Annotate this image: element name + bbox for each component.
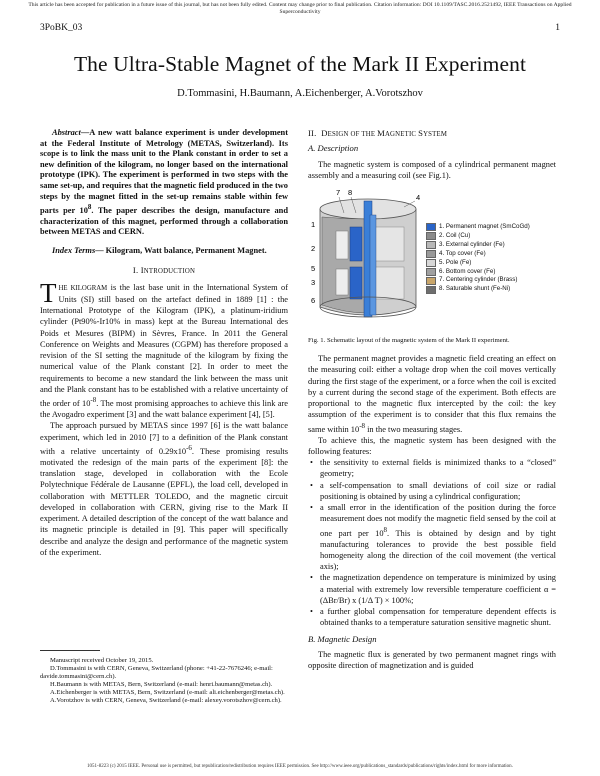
- description-paragraph: The magnetic system is composed of a cylindrical permanent magnet assembly and a measuring coil (see Fig.1).: [308, 159, 556, 180]
- left-column: [40, 128, 288, 558]
- intro-paragraph-1: [40, 277, 288, 421]
- intro-p1-exp: -8: [90, 396, 97, 405]
- abstract-text: —A new watt balance experiment is under development at the Federal Institute of Metrology (METAS, Switzerland). Its scope is to link the mass unit to the Plank constant in order to set a new definition of the kilogram, no longer based on the international prototype (IPK). The experiment is performed in two steps with the same set-up, and requires that the magnetic field produced in the two steps by the magnet fitted in the set-up remains stable within few parts per 10: [40, 128, 288, 215]
- list-item: [320, 502, 556, 572]
- abstract: [40, 128, 288, 238]
- intro-paragraph-2: [40, 420, 288, 558]
- footnote: Manuscript received October 19, 2015.: [50, 657, 154, 664]
- sec2-m: M: [377, 128, 385, 138]
- footnote-rule: [40, 650, 100, 651]
- section-1-heading: [40, 265, 288, 277]
- legend-swatch: [426, 259, 436, 267]
- feature-3-text: a small error in the identification of the position during the force measurement does not modify the magnetic field sensed by the coil at one part per 10: [320, 503, 556, 538]
- subsection-b-heading: B. Magnetic Design: [308, 633, 377, 644]
- legend-item: [426, 223, 530, 232]
- footnote: H.Baumann is with METAS, Bern, Switzerland (e-mail: henri.baumann@metas.ch).: [50, 681, 273, 689]
- legend-label: 5. Pole (Fe): [439, 258, 472, 266]
- intro-p1-text: is the last base unit in the International System of Units (SI) still based on the artefact defined in 1889 [1] : the International Prototype of the Kilogram (IPK), a platinum-iridium cylinder (Pt90%-Ir10% in mass) kept at the Bureau International des Poids et Mesures (BIPM) in Sèvres, France. In 2011 the General Conference on Weights and Measures (CGPM) has therefore proposed a revision of the SI setting the magnitude of the kilogram by fixing the numerical value of the Plank constant [2]. In order to meet the requirements to become a new standard the link between the mass unit and the Plank constant has to be established with a relative uncertainty of the order of 10: [40, 282, 288, 408]
- sec2-d: D: [321, 128, 328, 138]
- section-2-heading: [308, 128, 556, 140]
- intro-p1-end: . The most promising approaches to achieve this link are the Avogadro experiment [3] and the watt balance experiment [4], [5].: [40, 398, 288, 420]
- copyright-footer: 1051-8223 (c) 2015 IEEE. Personal use is permitted, but republication/redistribution requires IEEE permission. See http://www.ieee.org/publications_standards/publications/rights/index.html for more information.: [87, 764, 513, 769]
- legend-label: 2. Coil (Cu): [439, 231, 471, 239]
- legend-item: [426, 232, 530, 241]
- legend-label: 7. Centering cylinder (Brass): [439, 276, 518, 284]
- legend-swatch: [426, 223, 436, 231]
- legend-label: 8. Saturable shunt (Fe-Ni): [439, 285, 511, 293]
- sec1-rest: NTRODUCTION: [143, 268, 196, 276]
- footnote: D.Tommasini is with CERN, Geneva, Switzerland (phone: +41-22-7676246; e-mail: davide.tommasini@cern.ch).: [40, 665, 273, 681]
- footnotes: [40, 657, 288, 706]
- sec1-cap: I: [140, 265, 144, 276]
- label-3: 3: [311, 278, 316, 287]
- subsection-a-heading: A. Description: [308, 143, 359, 154]
- label-2: 2: [311, 244, 316, 253]
- figure-legend: [426, 223, 530, 294]
- sec2-num: II.: [308, 128, 317, 138]
- legend-item: [426, 285, 530, 294]
- intro-p2-exp: -6: [186, 443, 192, 452]
- mp-exp: -8: [359, 421, 366, 430]
- label-7: 7: [336, 188, 341, 197]
- coil-lower: [336, 269, 348, 295]
- sec2-rest2: AGNETIC: [384, 131, 419, 138]
- label-8: 8: [348, 188, 353, 197]
- legend-swatch: [426, 250, 436, 258]
- index-terms-label: Index Terms: [52, 245, 96, 255]
- legend-label: 3. External cylinder (Fe): [439, 240, 505, 248]
- paper-title: The Ultra-Stable Magnet of the Mark II Experiment: [73, 52, 527, 76]
- legend-swatch: [426, 268, 436, 276]
- index-terms: [40, 246, 288, 257]
- figure-1: [308, 187, 556, 333]
- list-item: • the magnetization dependence on temperature is minimized by using a material with extremely low reversible temperature coefficient α = (ΔBr/Br) x (1/Δ T) × 100%;: [320, 572, 556, 606]
- list-item: • a self-compensation to small deviations of coil size or radial positioning is obtained by using a cylindrical configuration;: [320, 480, 556, 503]
- sec2-rest3: YSTEM: [423, 131, 448, 138]
- legend-swatch: [426, 286, 436, 294]
- magnet-paragraph: [308, 353, 556, 435]
- legend-swatch: [426, 232, 436, 240]
- abstract-text-end: . The paper describes the design, manufacture and characterization of this magnet, performed through a collaboration between METAS and CERN.: [40, 205, 288, 237]
- legend-label: 1. Permanent magnet (SmCoGd): [439, 223, 530, 230]
- list-item: • the sensitivity to external fields is minimized thanks to a “closed” geometry;: [320, 457, 556, 480]
- mp-end: in the two measuring stages.: [365, 424, 463, 434]
- legend-item: [426, 259, 530, 268]
- label-5: 5: [311, 264, 316, 273]
- feature-3-end: . This is obtained by design and by tight manufacturing tolerances to provide the best possible field homogeneity along the direction of the coil movement (the vertical axis);: [320, 528, 556, 572]
- features-intro: To achieve this, the magnetic system has been designed with the following features:: [308, 435, 556, 456]
- magnetic-design-paragraph: The magnetic flux is generated by two permanent magnet rings with opposite direction of magnetization and is guided: [308, 649, 556, 671]
- abstract-exp: 8: [87, 203, 92, 212]
- page-number: 1: [555, 23, 560, 33]
- intro-p2a: The approach pursued by METAS since 1997 [6] is the watt balance experiment, which led in 2010 [7] to a definition of the Plank constant with a relative uncertainty of 0.29x10: [40, 421, 288, 456]
- index-terms-text: — Kilogram, Watt balance, Permanent Magnet.: [95, 245, 267, 255]
- features-list: [308, 457, 556, 629]
- legend-item: [426, 241, 530, 250]
- footnote: A.Eichenberger is with METAS, Bern, Switzerland (e-mail: ali.eichenberger@metas.ch).: [50, 689, 285, 697]
- legend-item: [426, 276, 530, 285]
- legend-item: [426, 268, 530, 277]
- label-6: 6: [311, 296, 316, 305]
- coil-upper: [336, 231, 348, 259]
- abstract-label: Abstract: [52, 128, 81, 137]
- lead-smallcaps: HE KILOGRAM: [58, 284, 108, 292]
- label-4: 4: [416, 193, 421, 202]
- feature-3-exp: 8: [383, 525, 388, 534]
- magnet-ring-lower: [350, 267, 362, 299]
- legend-label: 6. Bottom cover (Fe): [439, 267, 496, 275]
- legend-label: 4. Top cover (Fe): [439, 249, 486, 257]
- magnet-ring-upper: [350, 227, 362, 261]
- dropcap: T: [40, 277, 57, 308]
- figure-caption: Fig. 1. Schematic layout of the magnetic system of the Mark II experiment.: [308, 337, 510, 344]
- gap: [370, 215, 376, 315]
- footnote: A.Vorotzhov is with CERN, Geneva, Switzerland (e-mail: alexey.vorotszhov@cern.ch).: [50, 697, 282, 705]
- pole-upper: [374, 227, 404, 261]
- authors: D.Tommasini, H.Baumann, A.Eichenberger, A.Vorotszhov: [177, 88, 423, 99]
- pole-lower: [374, 267, 404, 299]
- legend-item: [426, 250, 530, 259]
- sec2-s: S: [418, 128, 424, 138]
- journal-notice: This article has been accepted for publication in a future issue of this journal, but has not been fully edited. Content may change prior to final publication. Citation information: DOI 10.1109/TASC.2016.2521492, IEEE Transactions on Applied Superconductivity: [28, 2, 572, 15]
- intro-p2b: . These promising results motivated the redesign of the main parts of the experiment [8]: the translation stage, developed in collaboration with the Ecole Polytechnique Fédérale de Lausanne (EPFL), the load cell, developed in collaboration with METTLER TOLEDO, and the magnetic circuit developed in collaboration with CERN, giving rise to the Mark II experiment. A detailed description of the concept of the watt balance and its magnetic principle is detailed in [9]. This paper will specifically describe and analyze the design and performance of the magnetic system of the experiment.: [40, 446, 288, 557]
- legend-swatch: [426, 277, 436, 285]
- label-1: 1: [311, 220, 316, 229]
- mp-text: The permanent magnet provides a magnetic field creating an effect on the measuring coil: either a voltage drop when the coil moves vertically during the first stage of the experiment, or a force when the coil is excited by a current during the second stage of the experiment. Both effects are proportional to the magnetic flux intercepted by the coil: the key assumption of the experiment is to consider that this flux remains the same within 10: [308, 354, 556, 434]
- sec2-rest1: ESIGN OF THE: [327, 131, 378, 138]
- right-column: [308, 128, 556, 671]
- paper-code: 3PoBK_03: [40, 23, 83, 33]
- legend-swatch: [426, 241, 436, 249]
- list-item: • a further global compensation for temperature dependent effects is obtained thanks to a temperature saturation sensitive magnetic shunt.: [320, 606, 556, 629]
- sec1-num: I.: [132, 265, 139, 276]
